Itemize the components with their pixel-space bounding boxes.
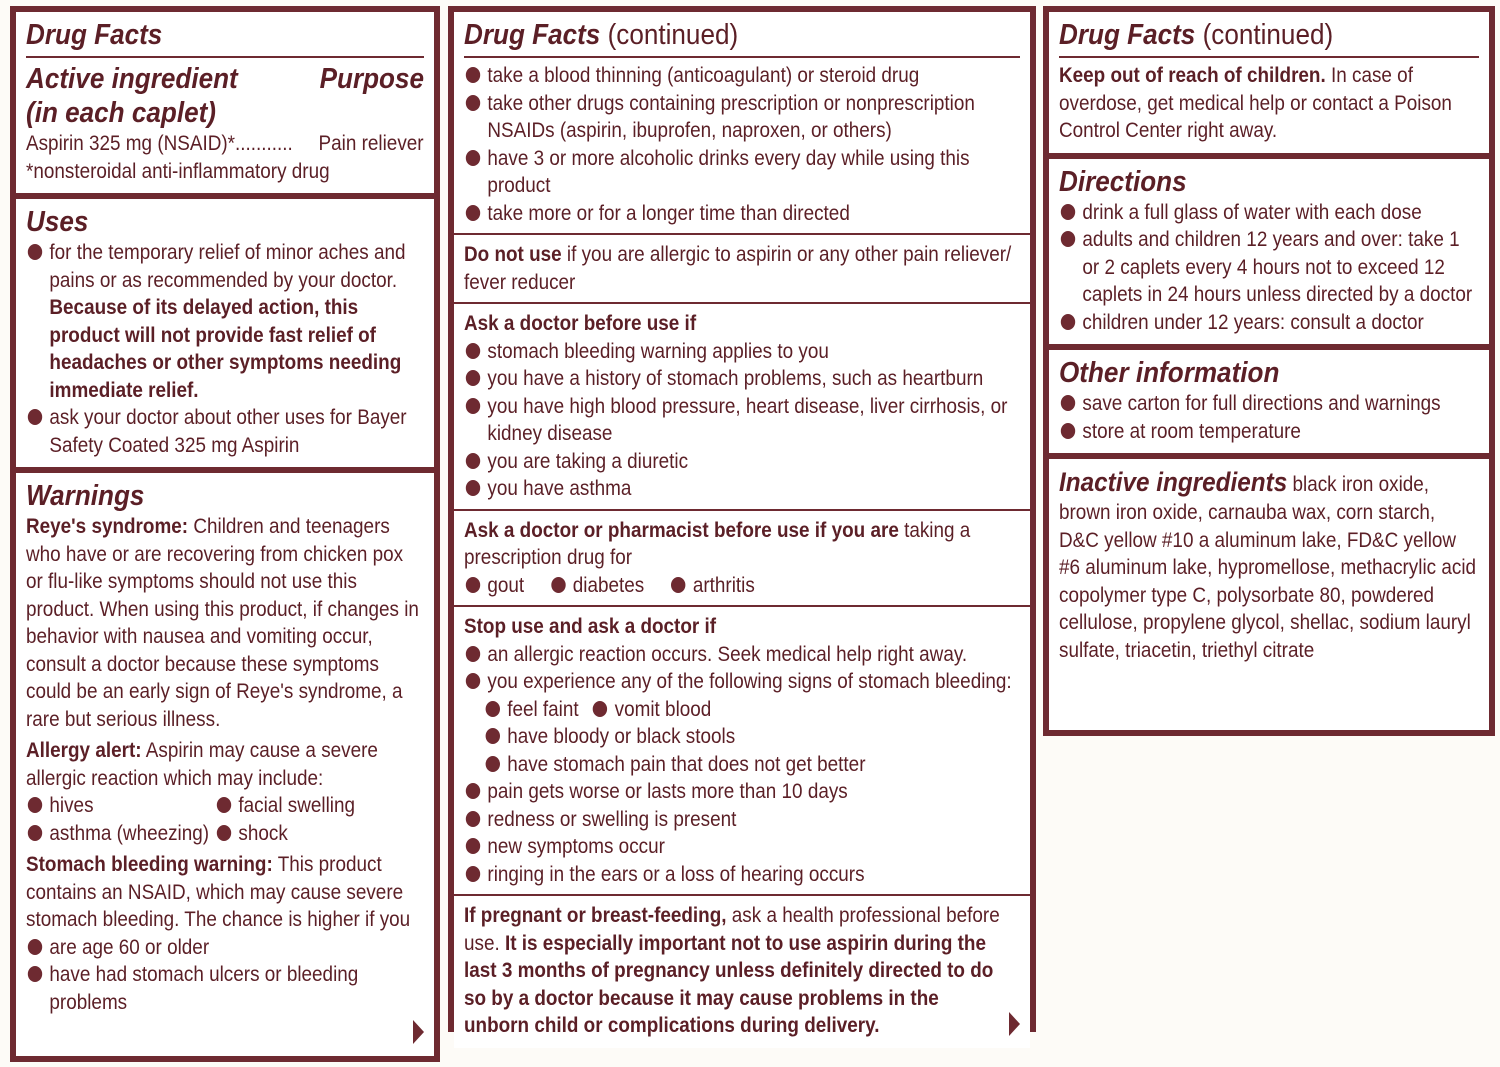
warnings-heading: Warnings [26,480,145,512]
list-item [464,833,1019,861]
divider [454,605,1030,607]
list-item [591,696,711,724]
list-item-text: asthma (wheezing) [49,821,210,845]
bullet-icon [466,866,480,882]
bullet-icon [28,825,42,841]
bullet-icon [1061,314,1075,330]
bullet-icon [486,728,500,744]
divider [454,509,1030,511]
bullet-icon [1061,204,1075,220]
list-item [464,393,1019,448]
bullet-icon [466,783,480,799]
ask-pharmacist [464,517,1019,572]
reye-text: Children and teenagers who have or are recovering from chicken pox or flu-like symptoms should not use this product. When using this product, if changes in behavior with nausea and vomiting occur, consult a doctor because these symptoms could be an early sign of Reye's syndrome, a rare but serious illness. [26,515,419,731]
list-item [549,572,644,600]
bullet-icon [28,966,42,982]
continue-arrow-icon [413,1020,424,1044]
list-item-text: take other drugs containing prescription or nonprescription NSAIDs (aspirin, ibuprofen, naproxen, or others) [487,91,975,142]
allergy-text: Aspirin may cause a severe allergic reaction which may include: [26,739,378,790]
stomach-text: This product contains an NSAID, which may cause severe stomach bleeding. The chance is higher if you [26,853,411,931]
list-item-text: stomach bleeding warning applies to you [487,339,829,363]
other-information-heading: Other information [1059,357,1280,389]
panel-title-continued: (continued) [607,19,739,51]
do-not-use-label: Do not use [464,243,562,266]
keep-out-section [1049,12,1489,153]
list-item [464,145,1019,200]
allergy-alert [26,737,424,792]
stop-sublist [464,696,1039,724]
list-item-text: vomit blood [614,697,712,721]
list-item-text: pain gets worse or lasts more than 10 days [487,780,848,803]
panel-title-text: Drug Facts [464,19,601,51]
bullet-icon [486,756,500,772]
list-item [1059,226,1479,309]
bullet-icon [466,370,480,386]
keep-out-text [1059,62,1479,145]
continue-arrow-icon [1009,1012,1020,1036]
inactive-ingredients-section [1049,459,1489,730]
list-item-text: store at room temperature [1082,419,1301,443]
list-item-text: have had stomach ulcers or bleeding problems [49,963,359,1014]
panel-title-continued: (continued) [1202,19,1334,51]
bullet-icon [466,398,480,414]
bullet-icon [593,701,607,717]
list-item [464,475,1019,503]
list-item-text: take more or for a longer time than directed [487,201,850,225]
other-information-section [1049,350,1489,453]
warnings-section [16,473,434,1056]
bullet-icon [466,838,480,854]
list-item [1059,418,1479,446]
keep-out-label: Keep out of reach of children. [1059,64,1326,87]
bullet-icon [466,577,480,593]
pharmacist-list [464,572,1019,600]
list-item-text: arthritis [692,573,755,597]
list-item-text: drink a full glass of water with each dose [1082,200,1422,224]
list-item [464,572,524,600]
divider [26,56,424,58]
bullet-icon [28,409,42,425]
active-ingredient-subheading: (in each caplet) [26,97,217,129]
ask-pharmacist-text: taking a prescription drug for [464,518,971,569]
ingredient-purpose: Pain reliever [318,132,424,155]
bullet-icon [551,577,565,593]
list-item-text: you have a history of stomach problems, such as heartburn [487,367,984,390]
pregnancy-text: ask a health professional before use. [464,904,1000,955]
list-item-text: you have high blood pressure, heart disease, liver cirrhosis, or kidney disease [487,394,1008,445]
bullet-icon [1061,395,1075,411]
reye-label: Reye's syndrome: [26,515,189,538]
list-item [464,723,1039,751]
panel-title-text: Drug Facts [1059,19,1196,51]
list-item [464,90,1019,145]
list-item [464,861,1019,889]
list-item-text: you have asthma [487,477,632,500]
divider [454,302,1030,304]
bullet-icon [1061,423,1075,439]
panel-title: Drug Facts [26,19,163,51]
pregnancy-warning [464,902,1004,1040]
list-item-text: have 3 or more alcoholic drinks every day while using this product [487,146,970,197]
divider [464,56,1020,58]
bullet-icon [28,939,42,955]
list-item [464,200,1019,228]
list-item-text: hives [49,794,94,817]
list-item-text: take a blood thinning (anticoagulant) or steroid drug [487,64,920,87]
drug-facts-panel-2 [448,6,1036,1037]
list-item-text: feel faint [507,697,579,721]
list-item [215,820,424,848]
directions-section [1049,159,1489,345]
bullet-icon [1061,231,1075,247]
bullet-icon [466,480,480,496]
divider [454,894,1030,896]
list-item [464,668,1019,696]
bullet-icon [671,577,685,593]
list-item [464,806,1019,834]
allergy-label: Allergy alert: [26,739,142,762]
uses-section [16,199,434,467]
uses-bold-text: Because of its delayed action, this product will not provide fast relief of headaches or other symptoms needing immediate relief. [49,296,402,402]
bullet-icon [217,797,231,813]
panel-title [464,18,964,52]
list-item-text: an allergic reaction occurs. Seek medical help right away. [487,642,968,666]
active-ingredient-section [16,12,434,193]
list-item [215,792,424,820]
list-item [464,62,1019,90]
bullet-icon [466,343,480,359]
bullet-icon [217,825,231,841]
bullet-icon [28,244,42,260]
drug-facts-panel-3 [1043,6,1495,736]
drug-facts-panel-1 [10,6,440,1062]
list-item [1059,199,1479,227]
list-item-text: save carton for full directions and warnings [1082,392,1441,415]
list-item [464,641,1019,669]
uses-heading: Uses [26,206,89,238]
list-item-text: facial swelling [238,794,356,817]
bullet-icon [486,701,500,717]
list-item [669,572,754,600]
list-item [26,961,424,1016]
keep-out-body: In case of overdose, get medical help or contact a Poison Control Center right away. [1059,64,1452,142]
inactive-ingredients [1059,465,1479,664]
directions-heading: Directions [1059,165,1187,198]
allergy-list [26,792,424,847]
uses-text: ask your doctor about other uses for Bayer Safety Coated 325 mg Aspirin [49,406,407,457]
list-item-text: diabetes [572,573,645,597]
list-item-text: have bloody or black stools [507,725,736,748]
list-item-text: redness or swelling is present [487,807,737,831]
inactive-ingredients-text: black iron oxide, brown iron oxide, carnauba wax, corn starch, D&C yellow #10 a aluminum lake, FD&C yellow #6 aluminum lake, hypromellose, methacrylic acid copolymer type C, polysorbate 80, powdered cellulose, propylene glycol, shellac, sodium lauryl sulfate, triacetin, triethyl citrate [1059,473,1477,662]
list-item-text: shock [238,821,288,845]
bullet-icon [466,646,480,662]
divider [1059,56,1479,58]
do-not-use [464,241,1019,296]
list-item [464,338,1019,366]
list-item [26,404,424,459]
ask-doctor-heading: Ask a doctor before use if [464,312,697,335]
bullet-icon [466,95,480,111]
list-item-text: children under 12 years: consult a doctor [1082,310,1424,334]
list-item-text: are age 60 or older [49,935,210,959]
list-item [464,448,1019,476]
list-item [26,820,215,848]
uses-text: for the temporary relief of minor aches and pains or as recommended by your doctor. [49,241,406,292]
list-item [464,751,1039,779]
ingredient-row [26,130,424,158]
list-item-text: you are taking a diuretic [487,449,689,473]
active-ingredient-heading: Active ingredient [26,63,238,95]
list-item [484,696,579,724]
footnote: *nonsteroidal anti-inflammatory drug [26,159,330,183]
bullet-icon [466,673,480,689]
pregnancy-bold-text: It is especially important not to use aspirin during the last 3 months of pregnancy unless definitely directed to do so by a doctor because it may cause problems in the unborn child or complications during delivery. [464,931,994,1037]
bullet-icon [466,453,480,469]
list-item-text: gout [487,573,525,597]
list-item [464,365,1019,393]
list-item [26,792,215,820]
list-item [1059,309,1479,337]
list-item-text: ringing in the ears or a loss of hearing occurs [487,862,865,886]
pregnancy-label: If pregnant or breast-feeding, [464,904,727,927]
list-item-text: adults and children 12 years and over: take 1 or 2 caplets every 4 hours not to exceed 12 caplets in 24 hours unless directed by a doctor [1082,228,1473,306]
reye-warning [26,513,424,733]
bullet-icon [28,797,42,813]
list-item-text: have stomach pain that does not get better [507,752,866,776]
purpose-heading: Purpose [319,63,424,95]
ingredient-name: Aspirin 325 mg (NSAID)* [26,132,236,155]
continued-warnings-section [454,12,1030,1048]
ingredient-leader: ........... [235,132,293,155]
list-item [26,239,424,404]
list-item-text: new symptoms occur [487,835,665,858]
panel-title [1059,18,1437,52]
list-item [1059,390,1479,418]
divider [454,233,1030,235]
bullet-icon [466,205,480,221]
list-item-text: you experience any of the following signs of stomach bleeding: [487,670,1012,693]
inactive-ingredients-heading: Inactive ingredients [1059,467,1288,497]
do-not-use-text: if you are allergic to aspirin or any other pain reliever/ fever reducer [464,243,1012,294]
stomach-warning [26,851,424,934]
bullet-icon [466,150,480,166]
bullet-icon [466,811,480,827]
bullet-icon [466,67,480,83]
stomach-label: Stomach bleeding warning: [26,853,273,876]
ask-pharmacist-label: Ask a doctor or pharmacist before use if you are [464,518,899,542]
stop-use-heading: Stop use and ask a doctor if [464,615,717,638]
list-item [26,934,424,962]
list-item [464,778,1019,806]
